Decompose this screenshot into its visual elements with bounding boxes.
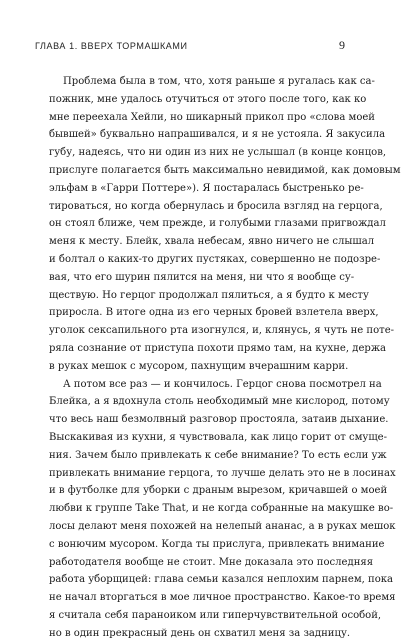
text-line: работа уборщицей: глава семьи казался неплохим парнем, пока [49, 574, 394, 586]
text-line: приросла. В итоге одна из его черных бровей взлетела вверх, [49, 307, 379, 319]
text-line: Проблема была в том, что, хотя раньше я ругалась как са- [63, 76, 375, 87]
text-line: с вонючим мусором. Когда ты прислуга, привлекать внимание [49, 538, 385, 550]
text-line: я считала себя параноиком или гиперчувствительной особой, [49, 609, 382, 621]
body-text [35, 73, 401, 643]
text-line: привлекать внимание герцога, то лучше делать это не в лосинах [49, 467, 396, 479]
text-line: и в футболке для уборки с драным вырезом, кричавшей о моей [49, 485, 388, 497]
text-line: он стоял ближе, чем прежде, и голубыми глазами пригвождал [49, 218, 386, 230]
text-line: Блейка, а я вдохнула столь необходимый мне кислород, потому [49, 396, 390, 408]
text-line: но в один прекрасный день он схватил меня за задницу. [49, 627, 351, 639]
text-line: в руках мешок с мусором, пахнущим вчерашним карри. [49, 360, 349, 372]
text-line: вая, что его шурин пялится на меня, ни что я вообще су- [49, 271, 355, 283]
text-line: уголок сексапильного рта изогнулся, и, клянусь, я чуть не поте- [49, 325, 395, 337]
text-line: губу, надеясь, что ни один из них не услышал (в конце концов, [49, 147, 387, 159]
text-line: работодателя вообще не стоит. Мне доказала это последняя [49, 556, 374, 568]
text-line: А потом все раз — и кончилось. Герцог снова посмотрел на [63, 378, 382, 390]
paragraph-2 [35, 376, 396, 643]
text-line: ния. Зачем было привлекать к себе внимание? То есть если уж [49, 449, 387, 461]
running-header: ГЛАВА 1. ВВЕРХ ТОРМАШКАМИ [35, 41, 188, 51]
text-line: лосы делают меня похожей на нелепый ананас, а в руках мешок [49, 520, 396, 532]
text-line: не начал вторгаться в мое личное пространство. Какое-то время [49, 592, 396, 604]
text-line: тироваться, но когда обернулась и бросила взгляд на герцога, [49, 200, 383, 212]
text-line: ряла сознание от приступа похоти прямо там, на кухне, держа [49, 342, 387, 354]
text-line: мне переехала Хейли, но шикарный прикол про «слова моей [49, 111, 376, 123]
text-line: прислуге полагается быть максимально невидимой, как домовым [49, 164, 401, 176]
text-line: ществую. Но герцог продолжал пялиться, а я будто к месту [49, 289, 369, 301]
text-line: Выскакивая из кухни, я чувствовала, как лицо горит от смуще- [49, 431, 388, 443]
paragraph-1 [35, 73, 401, 376]
text-line: любви к группе Take That, и не когда собранные на макушке во- [49, 503, 394, 515]
text-line: пожник, мне удалось отучиться от этого после того, как ко [49, 93, 367, 105]
text-line: бывшей» буквально напрашивался, и я не устояла. Я закусила [49, 129, 386, 141]
text-line: что весь наш безмолвный разговор простояла, затаив дыхание. [49, 414, 389, 426]
text-line: меня к месту. Блейк, хвала небесам, явно ничего не слышал [49, 236, 375, 248]
text-line: и болтал о каких-то других пустяках, совершенно не подозре- [49, 253, 381, 265]
page-number: 9 [339, 38, 345, 52]
text-line: эльфам в «Гарри Поттере»). Я постаралась быстренько ре- [49, 182, 364, 194]
